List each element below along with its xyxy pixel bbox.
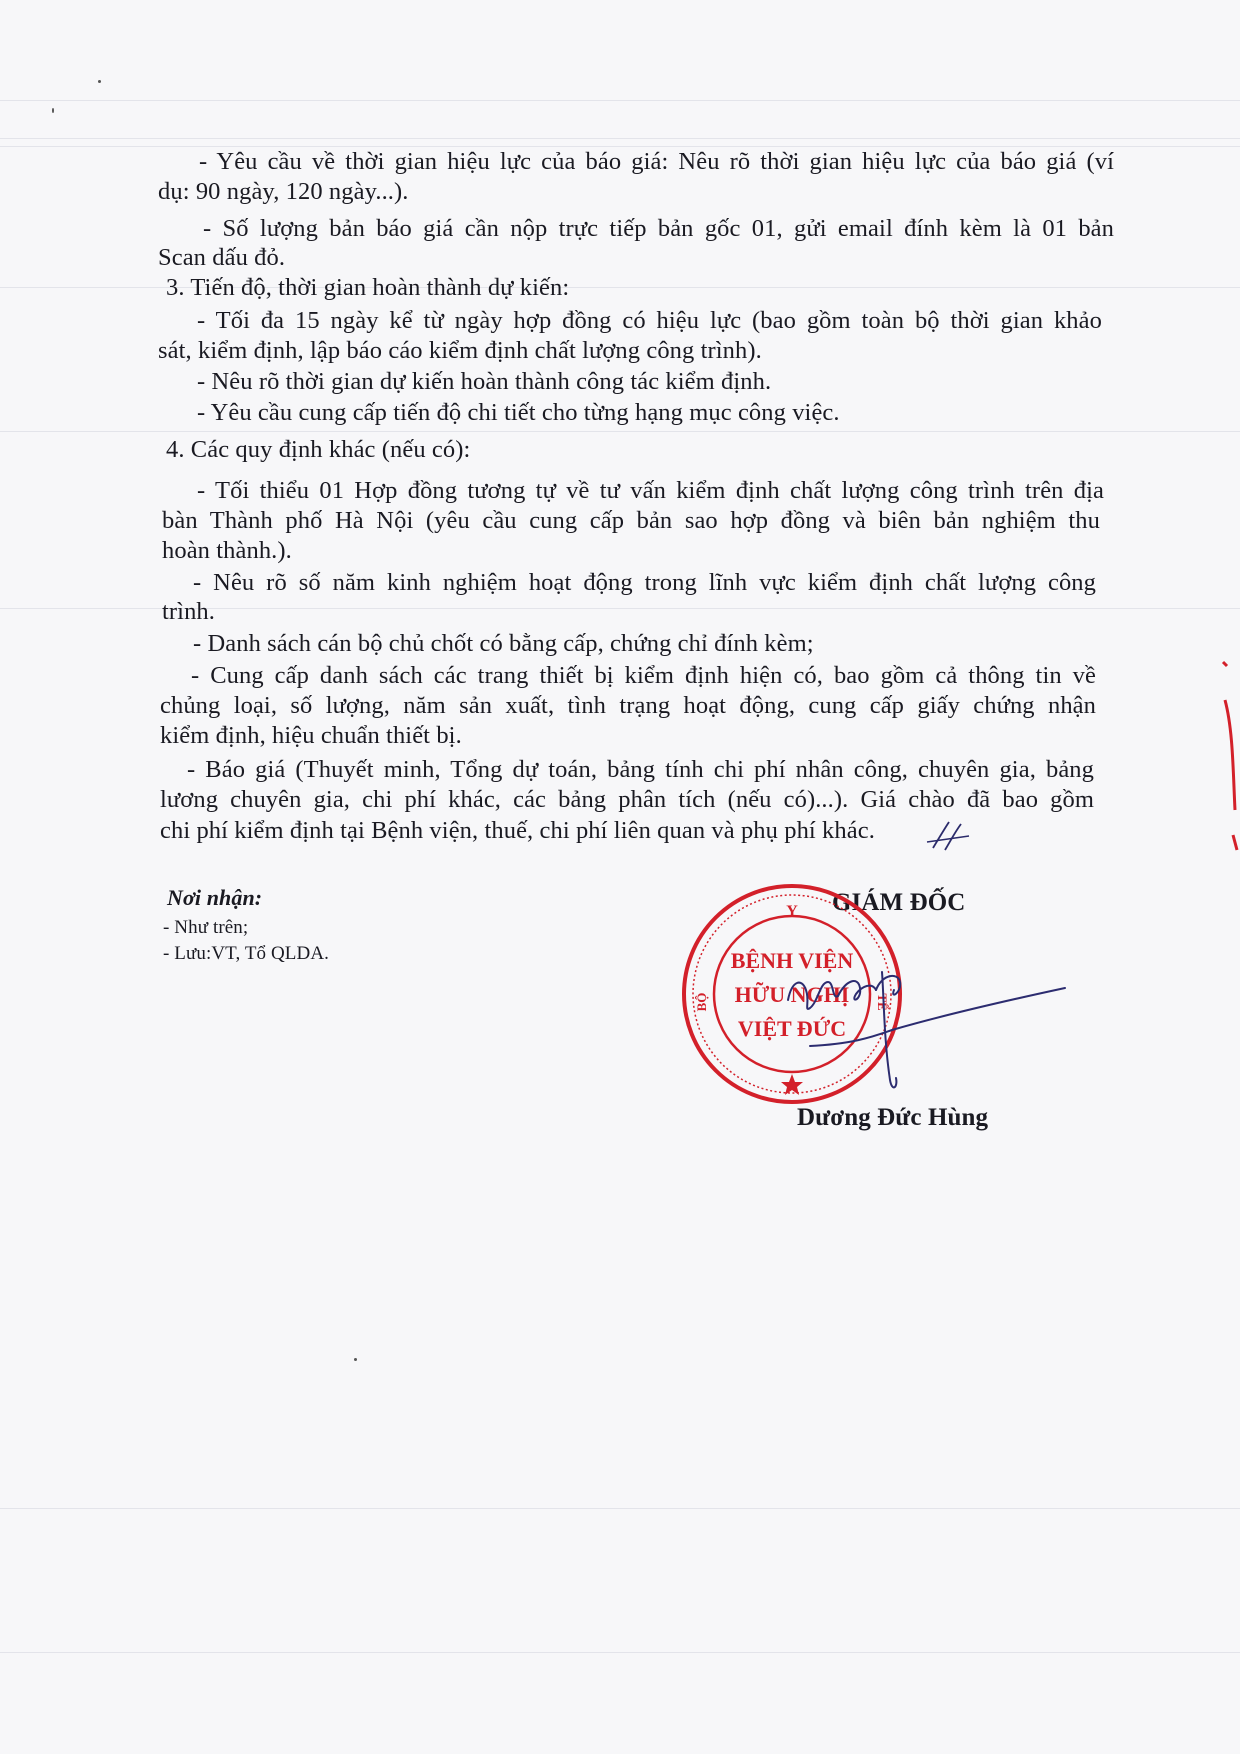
body-line-2: dụ: 90 ngày, 120 ngày...). — [158, 178, 409, 205]
signatory-position: GIÁM ĐỐC — [832, 889, 966, 916]
signatory-name: Dương Đức Hùng — [797, 1104, 989, 1131]
recipient-item-2: - Lưu:VT, Tổ QLDA. — [163, 943, 330, 964]
body-line-15: trình. — [162, 598, 215, 625]
body-line-22: chi phí kiểm định tại Bệnh viện, thuế, chi phí liên quan và phụ phí khác. — [160, 817, 875, 844]
section-3-heading: 3. Tiến độ, thời gian hoàn thành dự kiến: — [166, 274, 570, 301]
body-line-8: - Nêu rõ thời gian dự kiến hoàn thành công tác kiểm định. — [197, 368, 772, 395]
body-line-19: kiểm định, hiệu chuẩn thiết bị. — [160, 722, 462, 749]
section-4-heading: 4. Các quy định khác (nếu có): — [166, 436, 471, 463]
body-line-7: sát, kiểm định, lập báo cáo kiểm định chất lượng công trình). — [158, 337, 762, 364]
body-line-3: - Số lượng bản báo giá cần nộp trực tiếp bản gốc 01, gửi email đính kèm là 01 bản — [203, 215, 1114, 242]
stamp-line-2: HỮU NGHỊ — [734, 982, 850, 1007]
body-line-11: - Tối thiểu 01 Hợp đồng tương tự về tư vấn kiểm định chất lượng công trình trên địa — [197, 477, 1104, 504]
stamp-line-3: VIỆT ĐỨC — [737, 1016, 847, 1041]
body-line-12: bàn Thành phố Hà Nội (yêu cầu cung cấp bản sao hợp đồng và biên bản nghiệm thu — [162, 507, 1100, 534]
body-line-9: - Yêu cầu cung cấp tiến độ chi tiết cho từng hạng mục công việc. — [197, 399, 840, 426]
body-line-1: - Yêu cầu về thời gian hiệu lực của báo giá: Nêu rõ thời gian hiệu lực của báo giá (ví — [199, 148, 1114, 175]
body-line-6: - Tối đa 15 ngày kể từ ngày hợp đồng có hiệu lực (bao gồm toàn bộ thời gian khảo — [197, 307, 1102, 334]
recipient-item-1: - Như trên; — [163, 917, 249, 938]
body-line-13: hoàn thành.). — [162, 537, 292, 564]
body-line-17: - Cung cấp danh sách các trang thiết bị kiểm định hiện có, bao gồm cả thông tin về — [191, 662, 1096, 689]
body-line-21: lương chuyên gia, chi phí khác, các bảng phân tích (nếu có)...). Giá chào đã bao gồm — [160, 786, 1094, 813]
body-line-18: chủng loại, số lượng, năm sản xuất, tình trạng hoạt động, cung cấp giấy chứng nhận — [160, 692, 1096, 719]
body-line-4: Scan dấu đỏ. — [158, 244, 286, 271]
body-line-16: - Danh sách cán bộ chủ chốt có bằng cấp, chứng chỉ đính kèm; — [193, 630, 814, 657]
body-line-20: - Báo giá (Thuyết minh, Tổng dự toán, bảng tính chi phí nhân công, chuyên gia, bảng — [187, 756, 1094, 783]
stamp-right-letter: TẾ — [875, 993, 890, 1011]
stamp-top-letter: Y — [786, 903, 798, 920]
body-line-14: - Nêu rõ số năm kinh nghiệm hoạt động trong lĩnh vực kiểm định chất lượng công — [193, 569, 1096, 596]
recipients-title: Nơi nhận: — [167, 885, 263, 910]
edge-stamp-fragment — [1205, 660, 1240, 860]
director-signature — [780, 960, 1070, 1100]
stamp-line-1: BỆNH VIỆN — [730, 948, 854, 973]
stamp-left-letter: BỘ — [694, 992, 709, 1012]
initials-mark — [925, 818, 971, 854]
